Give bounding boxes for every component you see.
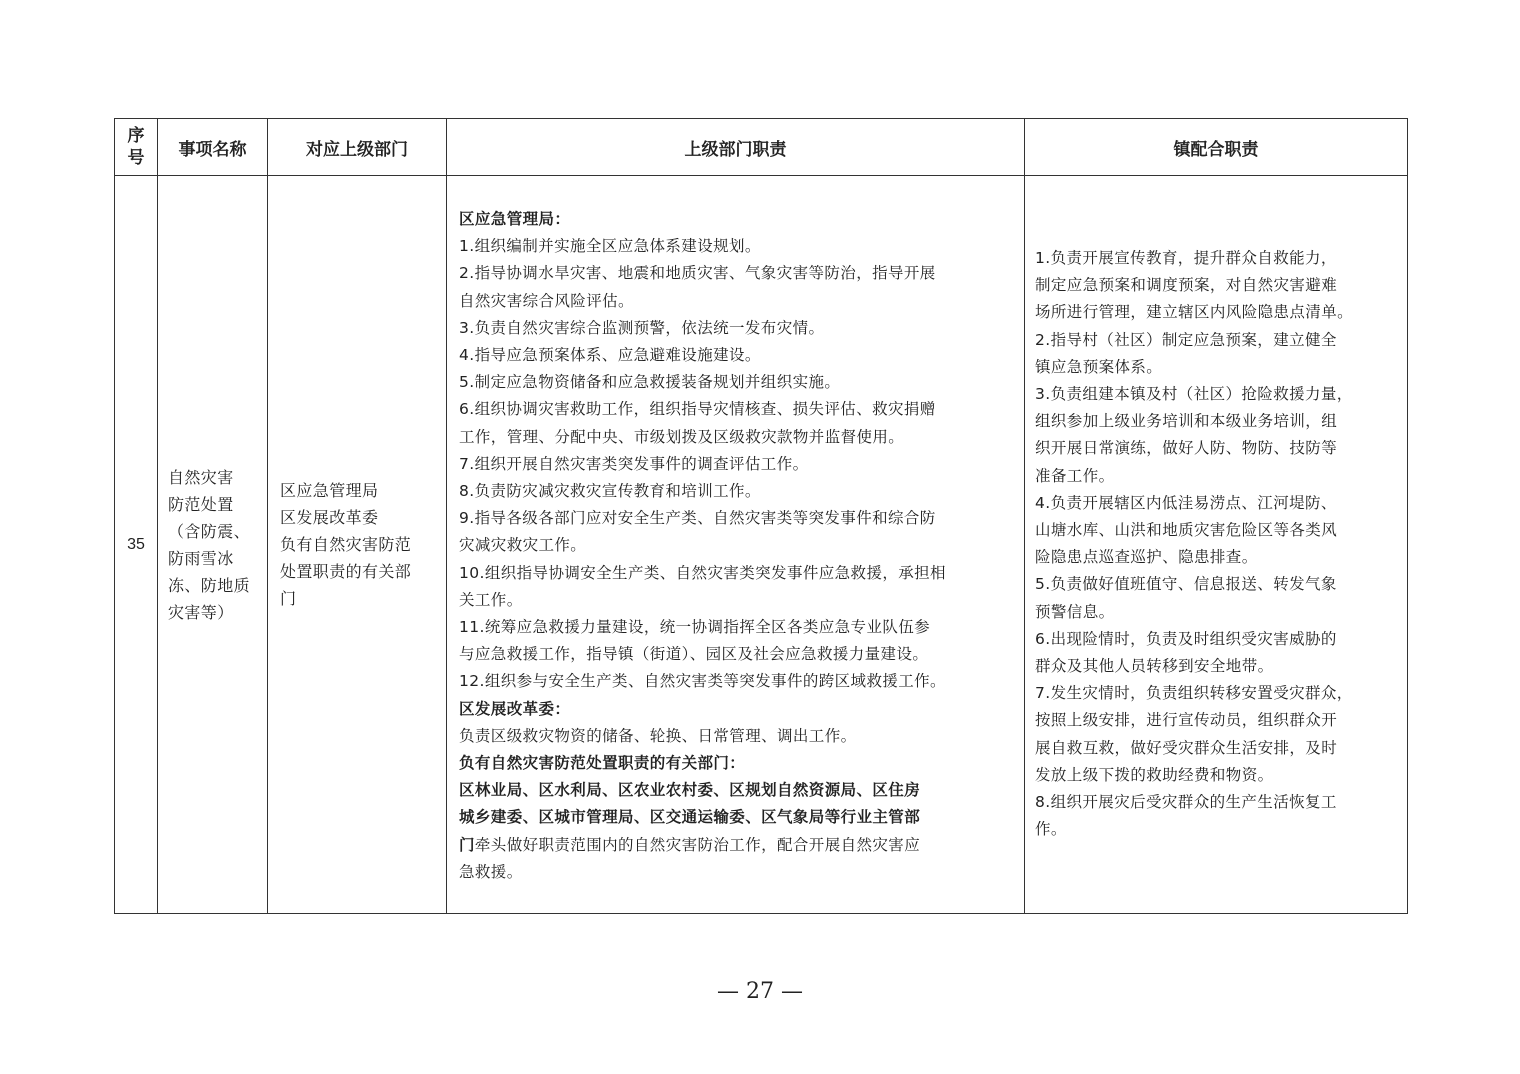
town-duty-line: 制定应急预案和调度预案，对自然灾害避难 [1035, 276, 1338, 295]
header-seq-line2: 号 [127, 148, 145, 168]
table-row [115, 176, 1408, 914]
superior-dept-line: 区发展改革委 [280, 508, 379, 527]
superior-duty-line: 2.指导协调水旱灾害、地震和地质灾害、气象灾害等防治，指导开展 [459, 264, 936, 283]
item-name-line: 防雨雪冰 [168, 548, 234, 568]
superior-dept-line: 门 [280, 589, 297, 608]
item-name-line: 冻、防地质 [168, 575, 251, 595]
town-duty-line: 发放上级下拨的救助经费和物资。 [1035, 765, 1274, 784]
header-seq [115, 119, 158, 176]
town-duty-line: 3.负责组建本镇及村（社区）抢险救援力量， [1035, 385, 1353, 404]
town-duty-line: 场所进行管理，建立辖区内风险隐患点清单。 [1035, 303, 1354, 322]
superior-duty-line: 自然灾害综合风险评估。 [459, 291, 634, 310]
superior-duty-line: 12.组织参与安全生产类、自然灾害类等突发事件的跨区域救援工作。 [459, 672, 946, 691]
superior-duty-line: 关工作。 [459, 590, 523, 609]
superior-dept-line: 负有自然灾害防范 [280, 535, 412, 554]
header-superior-duties: 上级部门职责 [447, 119, 1025, 176]
row-item-name [158, 176, 268, 914]
town-duty-line: 镇应急预案体系。 [1035, 357, 1163, 376]
town-duties-lines [1035, 176, 1399, 843]
superior-duty-line: 4.指导应急预案体系、应急避难设施建设。 [459, 346, 761, 365]
superior-dept-lines [280, 477, 436, 612]
header-item-name: 事项名称 [158, 119, 268, 176]
town-duty-line: 4.负责开展辖区内低洼易涝点、江河堤防、 [1035, 493, 1337, 512]
superior-duty-line: 与应急救援工作，指导镇（街道）、园区及社会应急救援力量建设。 [459, 645, 929, 664]
superior-duties-lines [459, 176, 1016, 886]
row-superior-duties [447, 176, 1025, 914]
item-name-line: （含防震、 [168, 521, 251, 541]
item-name-line: 灾害等） [168, 602, 234, 622]
superior-duty-line-bold-part: 门 [459, 835, 475, 854]
town-duty-line: 1.负责开展宣传教育，提升群众自救能力， [1035, 249, 1337, 267]
superior-duty-line: 8.负责防灾减灾救灾宣传教育和培训工作。 [459, 482, 761, 501]
superior-duty-line: 区发展改革委： [459, 699, 571, 718]
superior-duty-line: 区应急管理局： [459, 210, 571, 228]
item-name-lines [168, 464, 259, 626]
header-seq-line1: 序 [127, 126, 145, 146]
superior-duty-line: 11.统筹应急救援力量建设，统一协调指挥全区各类应急专业队伍参 [459, 618, 931, 637]
town-duty-line: 展自救互救，做好受灾群众生活安排，及时 [1035, 738, 1338, 757]
superior-duty-line: 急救援。 [459, 862, 523, 881]
town-duty-line: 2.指导村（社区）制定应急预案，建立健全 [1035, 330, 1337, 349]
town-duty-line: 织开展日常演练，做好人防、物防、技防等 [1035, 439, 1338, 458]
table-header-row [115, 119, 1408, 176]
superior-duty-line: 7.组织开展自然灾害类突发事件的调查评估工作。 [459, 454, 809, 473]
superior-duty-line: 3.负责自然灾害综合监测预警，依法统一发布灾情。 [459, 318, 825, 337]
superior-duty-line: 6.组织协调灾害救助工作，组织指导灾情核查、损失评估、救灾捐赠 [459, 400, 936, 419]
superior-dept-line: 处置职责的有关部 [280, 562, 412, 581]
superior-duty-line: 区林业局、区水利局、区农业农村委、区规划自然资源局、区住房 [459, 781, 921, 800]
town-duty-line: 作。 [1035, 820, 1067, 839]
superior-duty-line: 负责区级救灾物资的储备、轮换、日常管理、调出工作。 [459, 726, 857, 745]
superior-duty-line: 10.组织指导协调安全生产类、自然灾害类突发事件应急救援，承担相 [459, 563, 946, 582]
superior-duty-line: 灾减灾救灾工作。 [459, 536, 587, 555]
town-duty-line: 险隐患点巡查巡护、隐患排查。 [1035, 548, 1258, 567]
town-duty-line: 按照上级安排，进行宣传动员，组织群众开 [1035, 711, 1338, 730]
town-duty-line: 组织参加上级业务培训和本级业务培训，组 [1035, 412, 1338, 431]
town-duty-line: 7.发生灾情时，负责组织转移安置受灾群众， [1035, 684, 1353, 703]
superior-dept-line: 区应急管理局 [280, 481, 379, 500]
town-duty-line: 预警信息。 [1035, 602, 1115, 621]
item-name-line: 防范处置 [168, 494, 234, 514]
town-duty-line: 山塘水库、山洪和地质灾害危险区等各类风 [1035, 521, 1338, 540]
duties-table [114, 118, 1408, 914]
row-town-duties [1025, 176, 1408, 914]
superior-duty-line: 城乡建委、区城市管理局、区交通运输委、区气象局等行业主管部 [459, 808, 921, 827]
town-duty-line: 准备工作。 [1035, 466, 1115, 485]
superior-duty-line: 工作，管理、分配中央、市级划拨及区级救灾款物并监督使用。 [459, 427, 905, 446]
row-superior-dept [268, 176, 447, 914]
superior-duty-line: 9.指导各级各部门应对安全生产类、自然灾害类等突发事件和综合防 [459, 509, 936, 528]
header-superior-dept: 对应上级部门 [268, 119, 447, 176]
item-name-line: 自然灾害 [168, 467, 234, 487]
row-number: 35 [115, 176, 158, 914]
superior-duty-line: 负有自然灾害防范处置职责的有关部门： [459, 754, 746, 773]
header-town-duties: 镇配合职责 [1025, 119, 1408, 176]
superior-duty-line: 5.制定应急物资储备和应急救援装备规划并组织实施。 [459, 373, 841, 392]
superior-duty-line: 门牵头做好职责范围内的自然灾害防治工作，配合开展自然灾害应 [459, 835, 921, 854]
town-duty-line: 群众及其他人员转移到安全地带。 [1035, 657, 1274, 676]
town-duty-line: 6.出现险情时，负责及时组织受灾害威胁的 [1035, 629, 1337, 648]
town-duty-line: 8.组织开展灾后受灾群众的生产生活恢复工 [1035, 793, 1337, 812]
town-duty-line: 5.负责做好值班值守、信息报送、转发气象 [1035, 575, 1337, 594]
superior-duty-line: 1.组织编制并实施全区应急体系建设规划。 [459, 237, 761, 256]
page-number: — 27 — [717, 979, 803, 1004]
